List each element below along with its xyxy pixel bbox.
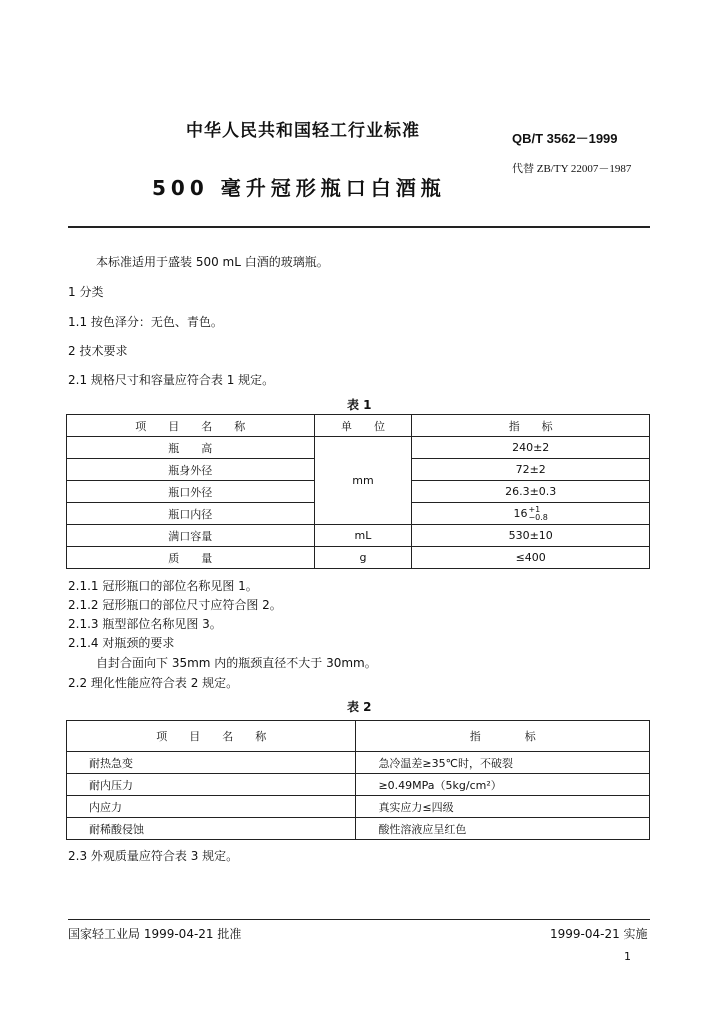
replaces-standard: 代替 ZB/TY 22007－1987 (512, 163, 632, 175)
section-2-1-2: 2.1.2 冠形瓶口的部位尺寸应符合图 2。 (68, 598, 282, 612)
table-row (67, 774, 650, 796)
table-1-cell-value: ≤400 (412, 547, 650, 569)
header-rule (68, 226, 650, 228)
section-2-1: 2.1 规格尺寸和容量应符合表 1 规定。 (68, 373, 275, 387)
table-1-caption: 表 1 (347, 398, 372, 412)
section-2-heading: 2 技术要求 (68, 344, 128, 358)
table-1-cell-unit: mL (314, 525, 412, 547)
section-2-1-1: 2.1.1 冠形瓶口的部位名称见图 1。 (68, 579, 258, 593)
table-1-header-unit: 单 位 (314, 415, 412, 437)
table-1-cell-name: 瓶口外径 (67, 481, 315, 503)
table-row (67, 437, 650, 459)
table-2-cell-name: 耐内压力 (67, 774, 356, 796)
table-row (67, 818, 650, 840)
page-number: 1 (624, 950, 631, 963)
table-1-cell-value: 26.3±0.3 (412, 481, 650, 503)
section-2-1-3: 2.1.3 瓶型部位名称见图 3。 (68, 617, 222, 631)
table-2-header-value: 指 标 (356, 721, 650, 752)
tolerance-upper: +1 (528, 504, 541, 514)
table-1-header-row (67, 415, 650, 437)
standard-code: QB/T 3562－1999 (512, 131, 618, 146)
table-2-cell-name: 内应力 (67, 796, 356, 818)
table-1-cell-value: 240±2 (412, 437, 650, 459)
table-2-caption: 表 2 (347, 700, 372, 714)
section-2-1-4-text: 自封合面向下 35mm 内的瓶颈直径不大于 30mm。 (96, 656, 377, 670)
table-1-cell-name: 瓶 高 (67, 437, 315, 459)
table-2-cell-name: 耐稀酸侵蚀 (67, 818, 356, 840)
section-1-1: 1.1 按色泽分：无色、青色。 (68, 315, 223, 329)
table-row (67, 796, 650, 818)
table-1-cell-value: 72±2 (412, 459, 650, 481)
intro-paragraph: 本标准适用于盛装 500 mL 白酒的玻璃瓶。 (96, 255, 329, 269)
issuing-organization: 中华人民共和国轻工行业标准 (186, 121, 420, 141)
table-2-cell-name: 耐热急变 (67, 752, 356, 774)
section-2-1-4: 2.1.4 对瓶颈的要求 (68, 636, 175, 650)
table-1-cell-name: 满口容量 (67, 525, 315, 547)
tolerance-limits (528, 506, 547, 522)
table-1-cell-unit: g (314, 547, 412, 569)
section-1-heading: 1 分类 (68, 285, 104, 299)
table-row (67, 752, 650, 774)
table-1-cell-value (412, 503, 650, 525)
table-2 (66, 720, 650, 840)
tolerance-lower: −0.8 (528, 512, 548, 522)
table-1 (66, 414, 650, 569)
section-2-2: 2.2 理化性能应符合表 2 规定。 (68, 676, 239, 690)
section-2-3: 2.3 外观质量应符合表 3 规定。 (68, 849, 239, 863)
document-title: 500 毫升冠形瓶口白酒瓶 (152, 176, 446, 200)
table-1-header-value: 指 标 (412, 415, 650, 437)
approval-line: 国家轻工业局 1999-04-21 批准 (68, 927, 242, 941)
table-2-cell-value: 酸性溶液应呈红色 (356, 818, 650, 840)
table-2-cell-value: ≥0.49MPa（5kg/cm²） (356, 774, 650, 796)
footer-rule (68, 919, 650, 920)
table-row (67, 525, 650, 547)
table-1-cell-name: 质 量 (67, 547, 315, 569)
table-2-header-name: 项 目 名 称 (67, 721, 356, 752)
table-2-header-row (67, 721, 650, 752)
table-1-cell-name: 瓶口内径 (67, 503, 315, 525)
table-1-cell-value: 530±10 (412, 525, 650, 547)
table-row (67, 547, 650, 569)
table-2-cell-value: 真实应力≤四级 (356, 796, 650, 818)
tolerance-base: 16 (513, 506, 528, 520)
table-1-cell-name: 瓶身外径 (67, 459, 315, 481)
table-1-header-name: 项 目 名 称 (67, 415, 315, 437)
table-2-cell-value: 急冷温差≥35℃时，不破裂 (356, 752, 650, 774)
implementation-date: 1999-04-21 实施 (550, 927, 648, 941)
table-1-cell-unit: mm (314, 437, 412, 525)
